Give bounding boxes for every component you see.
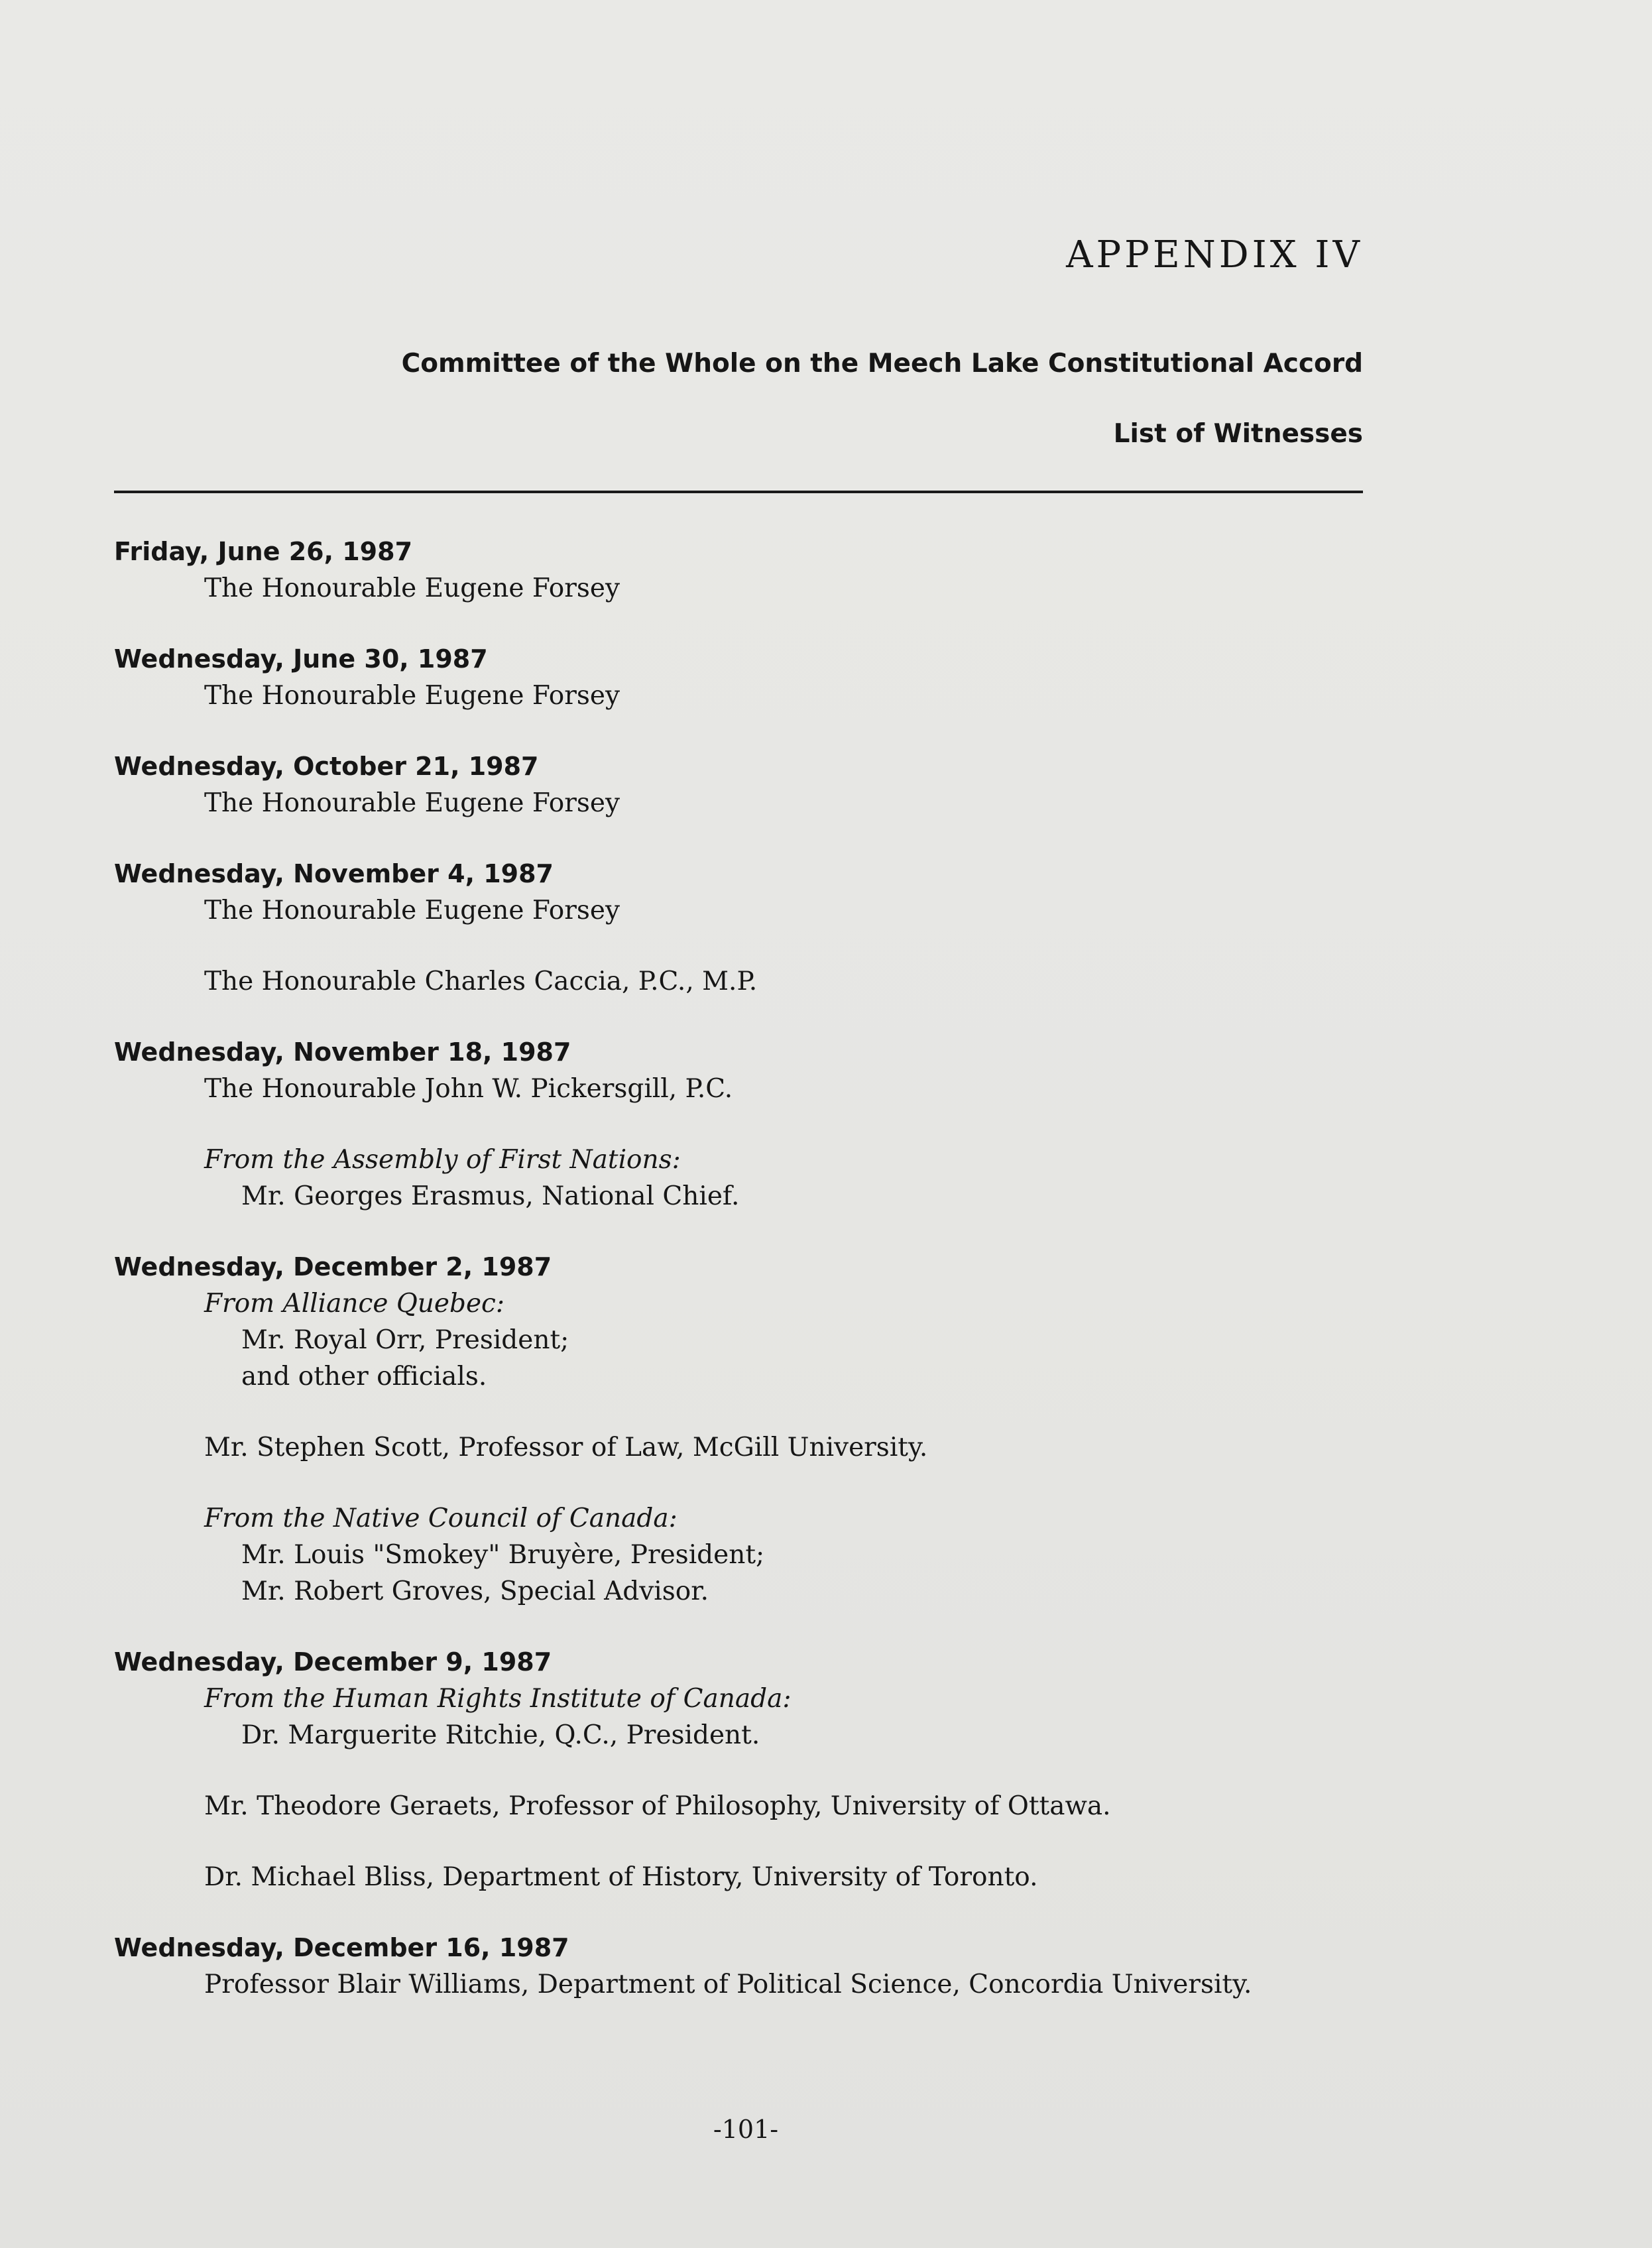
witness-entry: The Honourable Charles Caccia, P.C., M.P.: [204, 967, 758, 996]
committee-title: Committee of the Whole on the Meech Lake Constitutional Accord: [401, 349, 1363, 379]
appendix-title: APPENDIX IV: [1066, 233, 1363, 276]
witness-entry: Dr. Michael Bliss, Department of History, University of Toronto.: [204, 1862, 1038, 1892]
organization-name: From the Human Rights Institute of Canada:: [204, 1684, 792, 1714]
organization-name: From the Assembly of First Nations:: [204, 1145, 681, 1175]
organization-block: [204, 1500, 1387, 1610]
witness-entry: Mr. Theodore Geraets, Professor of Philosophy, University of Ottawa.: [204, 1791, 1111, 1821]
hearing-date: Wednesday, October 21, 1987: [114, 752, 539, 781]
witness-person: Dr. Marguerite Ritchie, Q.C., President.: [241, 1720, 760, 1750]
date-group: [114, 1644, 1387, 1895]
witness-person: Mr. Louis "Smokey" Bruyère, President;: [241, 1540, 765, 1570]
date-group: [114, 1034, 1387, 1214]
date-group: [114, 641, 1387, 714]
date-group: [114, 856, 1387, 1000]
organization-block: [204, 1681, 1387, 1753]
page-number: -101-: [713, 2115, 779, 2144]
hearing-date: Wednesday, December 9, 1987: [114, 1647, 552, 1677]
date-group: [114, 748, 1387, 821]
witness-entry: The Honourable Eugene Forsey: [204, 573, 620, 603]
witness-person: Mr. Royal Orr, President;: [241, 1325, 569, 1355]
header-divider: [114, 491, 1363, 493]
witness-person: and other officials.: [241, 1362, 487, 1391]
witness-person: Mr. Georges Erasmus, National Chief.: [241, 1181, 740, 1211]
hearing-date: Wednesday, June 30, 1987: [114, 644, 488, 674]
date-group: [114, 1930, 1387, 2003]
hearing-date: Wednesday, November 18, 1987: [114, 1037, 571, 1067]
date-group: [114, 1249, 1387, 1610]
witness-person: Mr. Robert Groves, Special Advisor.: [241, 1576, 709, 1606]
organization-name: From Alliance Quebec:: [204, 1289, 505, 1319]
witness-entry: The Honourable Eugene Forsey: [204, 788, 620, 818]
hearing-date: Friday, June 26, 1987: [114, 537, 413, 566]
hearing-date: Wednesday, November 4, 1987: [114, 859, 554, 888]
witness-entry: The Honourable Eugene Forsey: [204, 681, 620, 711]
witness-list: [114, 534, 1387, 2037]
organization-block: [204, 1142, 1387, 1214]
date-group: [114, 534, 1387, 607]
organization-name: From the Native Council of Canada:: [204, 1504, 678, 1533]
witness-entry: Professor Blair Williams, Department of Political Science, Concordia University.: [204, 1970, 1252, 1999]
organization-block: [204, 1285, 1387, 1395]
list-title: List of Witnesses: [1113, 419, 1363, 449]
hearing-date: Wednesday, December 2, 1987: [114, 1252, 552, 1281]
hearing-date: Wednesday, December 16, 1987: [114, 1933, 569, 1962]
witness-entry: The Honourable John W. Pickersgill, P.C.: [204, 1074, 733, 1104]
witness-entry: The Honourable Eugene Forsey: [204, 896, 620, 925]
witness-entry: Mr. Stephen Scott, Professor of Law, McGill University.: [204, 1433, 928, 1462]
